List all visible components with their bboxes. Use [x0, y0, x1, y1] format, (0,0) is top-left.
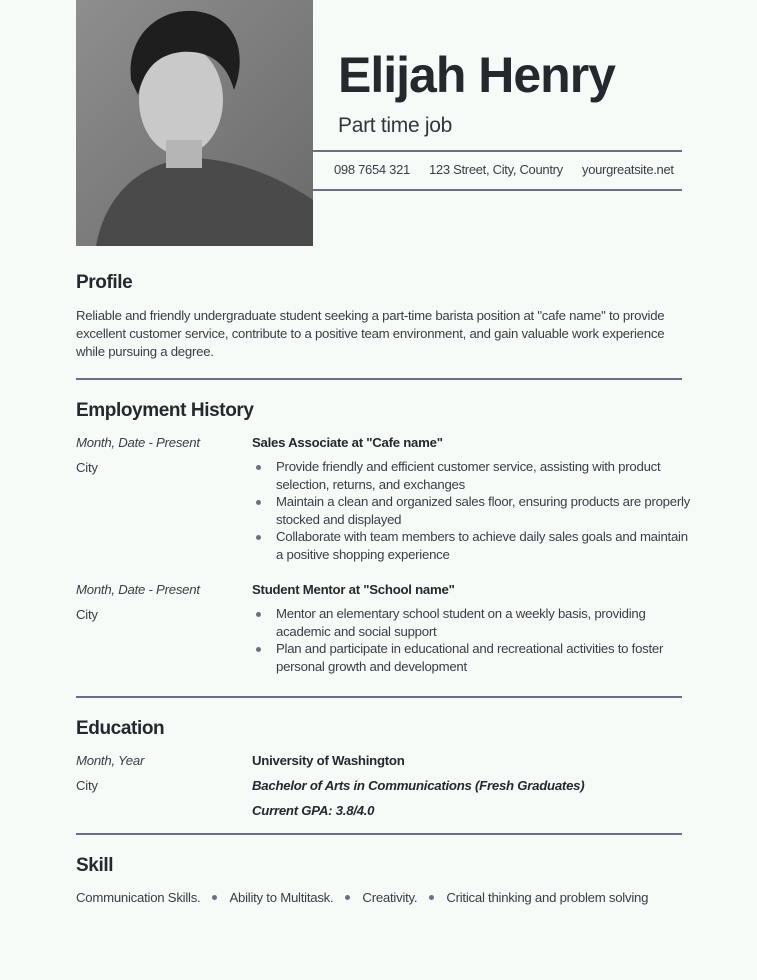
header-divider-top [313, 150, 682, 152]
bullet-dot-icon [429, 895, 434, 900]
job-title: Sales Associate at "Cafe name" [252, 435, 443, 450]
profile-text: Reliable and friendly undergraduate student seeking a part-time barista position at "cafe name" to provide excellent customer service, contribute to a positive team environment, and gain valuable work experience while pursuing a degree. [76, 308, 665, 359]
contact-website[interactable]: yourgreatsite.net [582, 162, 674, 177]
skill-heading: Skill [76, 855, 114, 876]
education-heading: Education [76, 718, 165, 739]
school-name: University of Washington [252, 753, 405, 768]
job-title: Student Mentor at "School name" [252, 582, 455, 597]
list-item: Collaborate with team members to achieve daily sales goals and maintain a positive shopping experience [252, 528, 692, 563]
person-portrait-icon [76, 0, 313, 246]
header-divider-bottom [313, 189, 682, 191]
skill-item: Critical thinking and problem solving [446, 890, 649, 905]
bullet-dot-icon [212, 895, 217, 900]
job-bullets [252, 605, 692, 675]
profile-photo [76, 0, 313, 246]
list-item: Maintain a clean and organized sales floor, ensuring products are properly stocked and displayed [252, 493, 692, 528]
job-entry [252, 582, 692, 675]
job-subtitle: Part time job [338, 114, 452, 137]
education-city: City [76, 778, 98, 793]
list-item: Plan and participate in educational and recreational activities to foster personal growth and development [252, 640, 692, 675]
contact-phone: 098 7654 321 [334, 162, 410, 177]
bullet-dot-icon [345, 895, 350, 900]
gpa: Current GPA: 3.8/4.0 [252, 803, 375, 818]
job-city: City [76, 607, 98, 622]
contact-address: 123 Street, City, Country [429, 162, 563, 177]
degree: Bachelor of Arts in Communications (Fresh Graduates) [252, 778, 585, 793]
job-city: City [76, 460, 98, 475]
section-divider [76, 696, 682, 698]
education-date: Month, Year [76, 753, 145, 768]
job-date: Month, Date - Present [76, 582, 200, 597]
job-date: Month, Date - Present [76, 435, 200, 450]
profile-heading: Profile [76, 272, 133, 293]
job-entry [252, 435, 692, 564]
job-bullets [252, 458, 692, 564]
skill-item: Communication Skills. [76, 890, 201, 905]
skill-item: Ability to Multitask. [229, 890, 334, 905]
section-divider [76, 378, 682, 380]
employment-heading: Employment History [76, 400, 254, 421]
list-item: Provide friendly and efficient customer service, assisting with product selection, returns, and exchanges [252, 458, 692, 493]
skill-item: Creativity. [362, 890, 418, 905]
list-item: Mentor an elementary school student on a weekly basis, providing academic and social support [252, 605, 692, 640]
skills-list [76, 890, 648, 905]
section-divider [76, 833, 682, 835]
candidate-name: Elijah Henry [338, 47, 615, 103]
